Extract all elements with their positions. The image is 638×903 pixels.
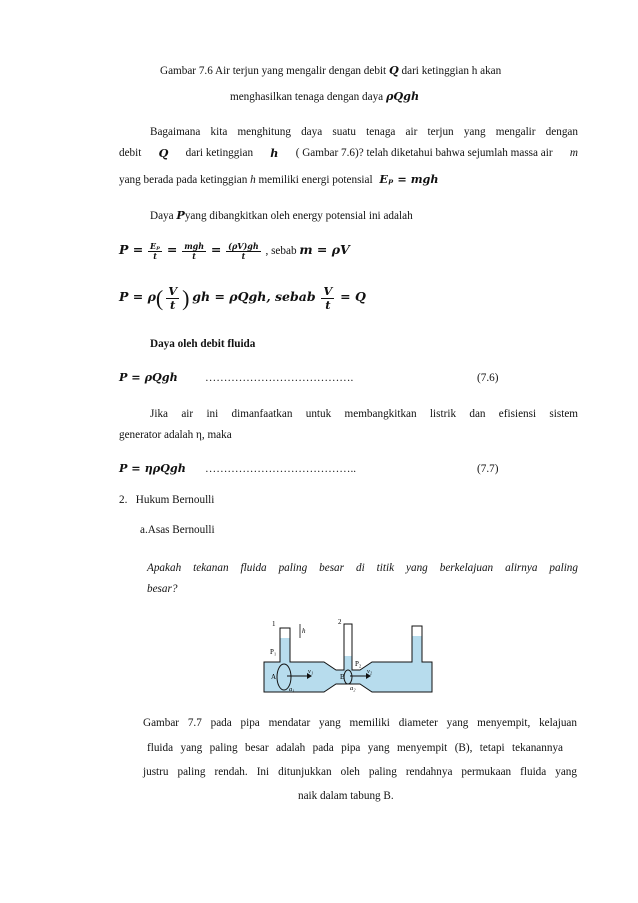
question-line1: Apakah tekanan fluida paling besar di titik yang berkelajuan alirnya paling bbox=[147, 562, 578, 574]
label-v1: v₁ bbox=[308, 668, 314, 675]
equation-7-7: P = ηρQgh bbox=[119, 461, 186, 475]
para1-line2: debit Q dari ketinggian h ( Gambar 7.6)? telah diketahui bahwa sejumlah massa air m bbox=[119, 146, 578, 160]
caption77-line3: justru paling rendah. Ini ditunjukkan oleh paling rendahnya permukaan fluida yang bbox=[143, 766, 577, 778]
subsection-asas-bernoulli: a.Asas Bernoulli bbox=[140, 524, 215, 536]
label-p1: P₁ bbox=[270, 648, 277, 656]
para3-line1: Jika air ini dimanfaatkan untuk membangkitkan listrik dan efisiensi sistem bbox=[150, 408, 578, 420]
caption77-line4: naik dalam tabung B. bbox=[298, 790, 394, 802]
tube-2-fluid bbox=[345, 656, 352, 671]
label-a1: a₁ bbox=[289, 686, 295, 693]
question-line2: besar? bbox=[147, 583, 178, 595]
label-a: A bbox=[271, 673, 277, 681]
para2: Daya Pyang dibangkitkan oleh energy potensial ini adalah bbox=[150, 208, 413, 222]
tube-1-fluid bbox=[281, 638, 290, 663]
equation-7-7-dots: ………………………………….. bbox=[205, 463, 357, 475]
frac-ep-t: $\frac{\text{Eₚ}}{t}$ bbox=[150, 240, 161, 261]
label-p2: P₂ bbox=[355, 660, 362, 668]
fig76-caption-line1: Gambar 7.6 Air terjun yang mengalir dengan debit Q dari ketinggian h akan bbox=[160, 63, 502, 77]
caption77-line1: Gambar 7.7 pada pipa mendatar yang memiliki diameter yang menyempit, kelajuan bbox=[143, 717, 577, 729]
para3-line2: generator adalah η, maka bbox=[119, 429, 232, 441]
para1-line1: Bagaimana kita menghitung daya suatu tenaga air terjun yang mengalir dengan bbox=[150, 126, 578, 138]
label-v2: v₂ bbox=[367, 668, 373, 675]
equation-power-1: P = $\frac{\text{Eₚ}}{t}$ = $\frac{\text{mgh}}{t}$ = $\frac{(\rho V)gh}{t}$ , sebab m = ρV bbox=[119, 240, 350, 261]
fig76-caption-line2: menghasilkan tenaga dengan daya ρQgh bbox=[230, 89, 420, 103]
equation-power-2: P = ρ( $\frac{V}{t}$ ) gh = ρQgh, sebab $\frac{V}{t}$ = Q bbox=[119, 283, 366, 312]
equation-7-7-number: (7.7) bbox=[477, 463, 499, 475]
caption77-line2: fluida yang paling besar adalah pada pipa yang menyempit (B), tetapi tekanannya bbox=[147, 742, 563, 754]
section-hukum-bernoulli: 2. Hukum Bernoulli bbox=[119, 494, 215, 506]
label-h: h bbox=[302, 627, 306, 635]
frac-mgh-t: $\frac{\text{mgh}}{t}$ bbox=[184, 240, 205, 261]
venturi-pipe-figure bbox=[262, 616, 434, 701]
heading-daya-debit: Daya oleh debit fluida bbox=[150, 338, 256, 350]
label-tube2: 2 bbox=[338, 618, 342, 626]
equation-7-6-dots: …………………………………. bbox=[205, 372, 354, 384]
frac-rhov-t: $\frac{(\rho V)gh}{t}$ bbox=[228, 240, 259, 261]
label-b: B bbox=[340, 673, 345, 681]
tube-3-fluid bbox=[413, 636, 422, 663]
equation-7-6-number: (7.6) bbox=[477, 372, 499, 384]
equation-7-6: P = ρQgh bbox=[119, 370, 178, 384]
label-a2: a₂ bbox=[350, 685, 356, 692]
label-tube1: 1 bbox=[272, 620, 276, 628]
para1-line3: yang berada pada ketinggian h memiliki energi potensial Eₚ = mgh bbox=[119, 172, 439, 186]
